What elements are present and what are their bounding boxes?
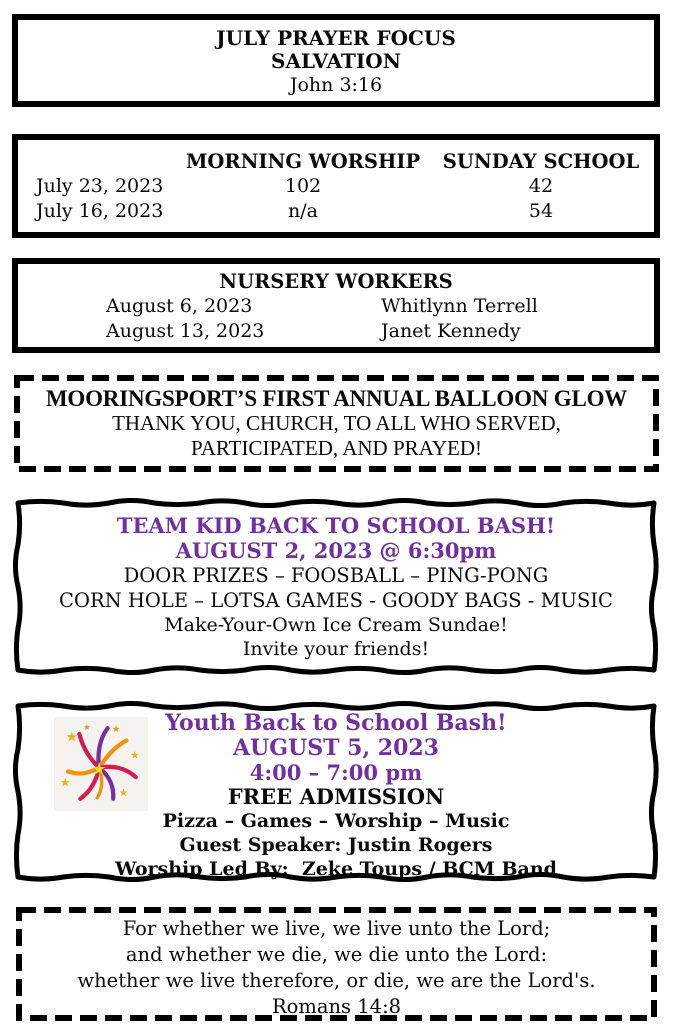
balloon-glow-line: PARTICIPATED, AND PRAYED! bbox=[190, 436, 483, 460]
nursery-title: NURSERY WORKERS bbox=[219, 270, 453, 293]
verse-line: whether we live therefore, or die, we are the Lord's. bbox=[77, 969, 596, 992]
youth-bash-activities: Pizza – Games – Worship – Music bbox=[162, 810, 510, 832]
team-kid-line: CORN HOLE – LOTSA GAMES - GOODY BAGS - MUSIC bbox=[59, 589, 613, 612]
youth-bash-title: Youth Back to School Bash! bbox=[165, 710, 507, 736]
verse-line: For whether we live, we live unto the Lord; bbox=[122, 917, 551, 940]
svg-text:★: ★ bbox=[118, 786, 129, 799]
svg-text:★: ★ bbox=[91, 758, 107, 779]
team-kid-line: Make-Your-Own Ice Cream Sundae! bbox=[164, 614, 508, 636]
nursery-row bbox=[18, 319, 654, 344]
svg-text:★: ★ bbox=[65, 729, 79, 746]
balloon-glow-box bbox=[14, 375, 659, 472]
prayer-focus-subtitle: SALVATION bbox=[271, 49, 401, 73]
balloon-glow-title: MOORINGSPORT’S FIRST ANNUAL BALLOON GLOW bbox=[45, 386, 628, 411]
verse-reference: Romans 14:8 bbox=[271, 995, 402, 1018]
verse-box bbox=[16, 907, 657, 1021]
svg-text:★: ★ bbox=[111, 724, 121, 736]
attendance-row-date: July 16, 2023 bbox=[36, 200, 164, 222]
prayer-focus-verse: John 3:16 bbox=[289, 74, 383, 96]
attendance-box bbox=[12, 134, 660, 238]
nursery-name: Janet Kennedy bbox=[381, 320, 521, 342]
nursery-workers-box bbox=[12, 258, 660, 353]
attendance-row-morning-worship: 102 bbox=[284, 175, 322, 197]
youth-bash-time: 4:00 – 7:00 pm bbox=[249, 760, 423, 785]
attendance-row-sunday-school: 42 bbox=[528, 175, 554, 197]
team-kid-line: DOOR PRIZES – FOOSBALL – PING-PONG bbox=[123, 564, 549, 587]
balloon-glow-line: THANK YOU, CHURCH, TO ALL WHO SERVED, bbox=[112, 411, 561, 435]
team-kid-datetime: AUGUST 2, 2023 @ 6:30pm bbox=[175, 538, 497, 563]
youth-bash-date: AUGUST 5, 2023 bbox=[232, 735, 439, 761]
youth-bash-speaker: Guest Speaker: Justin Rogers bbox=[179, 834, 493, 856]
attendance-row-sunday-school: 54 bbox=[528, 200, 554, 222]
nursery-row bbox=[18, 294, 654, 319]
team-kid-bash-box bbox=[12, 497, 660, 676]
attendance-header-spacer bbox=[18, 149, 178, 174]
nursery-name: Whitlynn Terrell bbox=[381, 295, 538, 317]
attendance-row-morning-worship: n/a bbox=[288, 200, 318, 222]
fireworks-icon bbox=[54, 717, 148, 811]
svg-text:★: ★ bbox=[83, 722, 91, 733]
attendance-header-morning-worship: MORNING WORSHIP bbox=[185, 150, 421, 173]
nursery-date: August 6, 2023 bbox=[106, 295, 253, 317]
youth-bash-worship: Worship Led By: Zeke Toups / BCM Band bbox=[115, 858, 557, 880]
team-kid-title: TEAM KID BACK TO SCHOOL BASH! bbox=[116, 513, 556, 538]
attendance-header-sunday-school: SUNDAY SCHOOL bbox=[442, 150, 640, 173]
prayer-focus-title: JULY PRAYER FOCUS bbox=[216, 26, 456, 50]
attendance-table bbox=[18, 149, 654, 224]
team-kid-line: Invite your friends! bbox=[242, 638, 430, 660]
youth-bash-box bbox=[12, 700, 660, 883]
verse-line: and whether we die, we die unto the Lord: bbox=[125, 943, 548, 966]
svg-text:★: ★ bbox=[59, 775, 71, 790]
attendance-row-date: July 23, 2023 bbox=[36, 175, 164, 197]
svg-text:★: ★ bbox=[130, 749, 140, 762]
nursery-date: August 13, 2023 bbox=[106, 320, 265, 342]
prayer-focus-box bbox=[12, 14, 660, 107]
youth-bash-admission: FREE ADMISSION bbox=[227, 784, 445, 809]
